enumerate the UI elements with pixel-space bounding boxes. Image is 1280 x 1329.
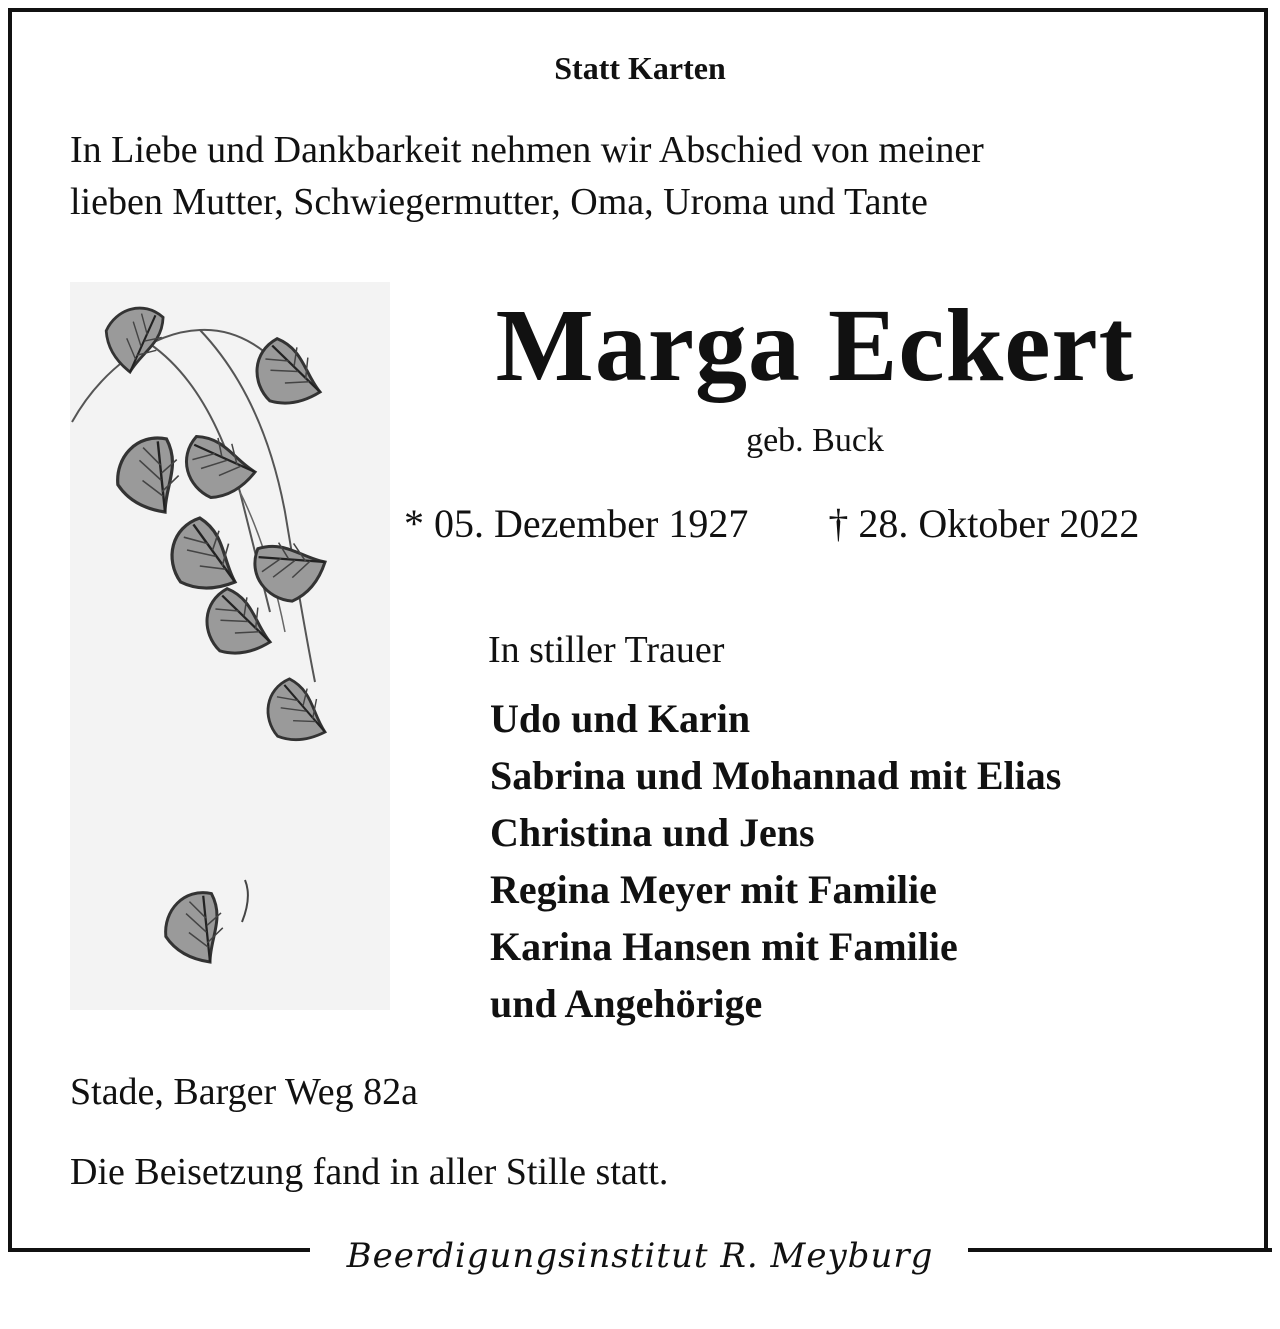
falling-birch-leaves-icon xyxy=(70,282,390,1010)
maiden-name: geb. Buck xyxy=(746,422,884,459)
address: Stade, Barger Weg 82a xyxy=(70,1071,418,1113)
birth-date: * 05. Dezember 1927 xyxy=(404,501,749,546)
funeral-home-signature: Beerdigungsinstitut R. Meyburg xyxy=(346,1236,934,1276)
mourner-entry: Sabrina und Mohannad mit Elias xyxy=(490,753,1062,798)
burial-note: Die Beisetzung fand in aller Stille statt. xyxy=(70,1151,669,1193)
mourner-entry: Udo und Karin xyxy=(490,696,751,741)
intro-line-1: In Liebe und Dankbarkeit nehmen wir Abschied von meiner xyxy=(70,129,984,171)
notice-header: Statt Karten xyxy=(554,50,726,86)
mourner-entry: Christina und Jens xyxy=(490,810,815,855)
mourners-list xyxy=(490,690,1061,1032)
footer-divider-left xyxy=(8,1248,310,1252)
deceased-name: Marga Eckert xyxy=(495,288,1135,403)
mourning-label: In stiller Trauer xyxy=(488,629,725,671)
footer-divider-right xyxy=(968,1248,1272,1252)
life-dates xyxy=(404,500,1139,547)
mourner-entry: und Angehörige xyxy=(490,981,763,1026)
death-date: † 28. Oktober 2022 xyxy=(828,501,1140,546)
intro-text xyxy=(70,124,984,228)
mourner-entry: Regina Meyer mit Familie xyxy=(490,867,937,912)
mourner-entry: Karina Hansen mit Familie xyxy=(490,924,958,969)
intro-line-2: lieben Mutter, Schwiegermutter, Oma, Uroma und Tante xyxy=(70,181,928,223)
